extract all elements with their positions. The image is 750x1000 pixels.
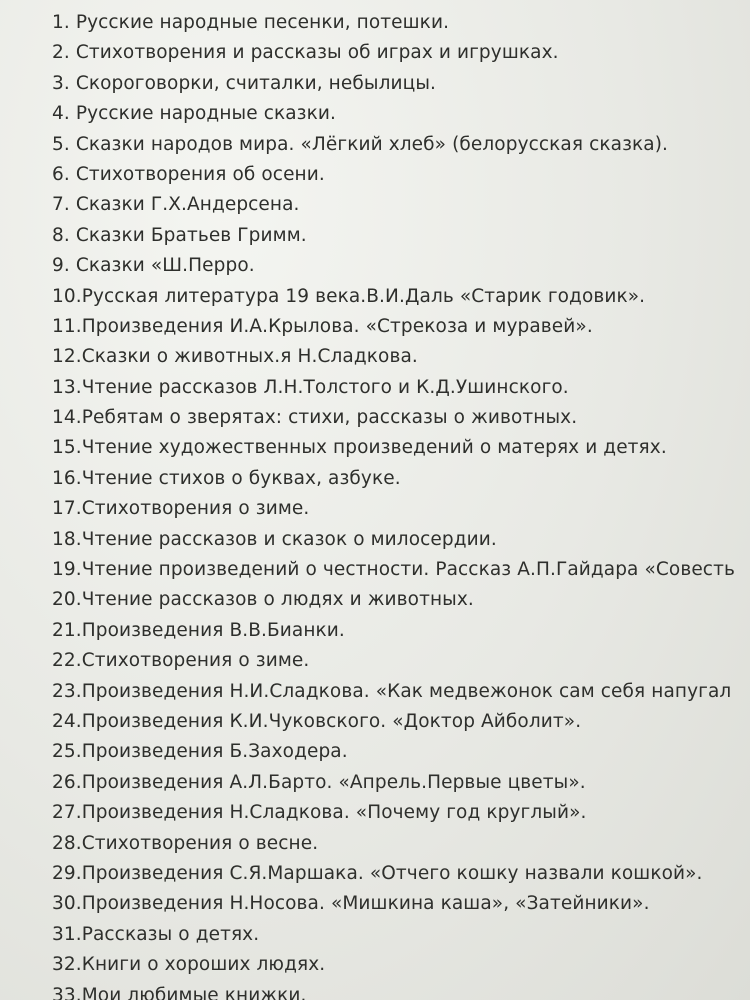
list-item: 26.Произведения А.Л.Барто. «Апрель.Первые цветы». — [52, 771, 586, 793]
list-item: 3. Скороговорки, считалки, небылицы. — [52, 72, 437, 94]
list-item: 20.Чтение рассказов о людях и животных. — [52, 589, 474, 611]
list-item: 13.Чтение рассказов Л.Н.Толстого и К.Д.Ушинского. — [52, 376, 569, 398]
list-item: 6. Стихотворения об осени. — [52, 163, 325, 185]
list-item: 25.Произведения Б.Заходера. — [52, 741, 348, 763]
list-item: 29.Произведения С.Я.Маршака. «Отчего кошку назвали кошкой». — [52, 862, 703, 884]
reading-list — [52, 8, 750, 1000]
list-item: 15.Чтение художественных произведений о матерях и детях. — [52, 437, 667, 459]
list-item: 16.Чтение стихов о буквах, азбуке. — [52, 467, 401, 489]
list-item: 7. Сказки Г.Х.Андерсена. — [52, 194, 300, 216]
list-item: 8. Сказки Братьев Гримм. — [52, 224, 307, 246]
list-item: 10.Русская литература 19 века.В.И.Даль «Старик годовик». — [52, 285, 646, 307]
list-item: 28.Стихотворения о весне. — [52, 832, 319, 854]
list-item: 5. Сказки народов мира. «Лёгкий хлеб» (белорусская сказка). — [52, 133, 669, 155]
list-item: 4. Русские народные сказки. — [52, 103, 336, 125]
list-item: 9. Сказки «Ш.Перро. — [52, 255, 255, 277]
list-item: 12.Сказки о животных.я Н.Сладкова. — [52, 346, 418, 368]
list-item: 22.Стихотворения о зиме. — [52, 650, 310, 672]
list-item: 27.Произведения Н.Сладкова. «Почему год круглый». — [52, 802, 587, 824]
list-item: 2. Стихотворения и рассказы об играх и игрушках. — [52, 42, 559, 64]
list-item: 18.Чтение рассказов и сказок о милосердии. — [52, 528, 497, 550]
list-item: 33.Мои любимые книжки. — [52, 984, 307, 1000]
list-item: 23.Произведения Н.И.Сладкова. «Как медвежонок сам себя напугал — [52, 680, 732, 702]
list-item: 11.Произведения И.А.Крылова. «Стрекоза и муравей». — [52, 315, 593, 337]
list-item: 1. Русские народные песенки, потешки. — [52, 12, 450, 33]
list-item: 24.Произведения К.И.Чуковского. «Доктор Айболит». — [52, 710, 582, 732]
list-item: 31.Рассказы о детях. — [52, 923, 260, 945]
list-item: 17.Стихотворения о зиме. — [52, 498, 310, 520]
list-item: 30.Произведения Н.Носова. «Мишкина каша», «Затейники». — [52, 893, 650, 915]
list-item: 14.Ребятам о зверятах: стихи, рассказы о животных. — [52, 407, 578, 429]
list-item: 32.Книги о хороших людях. — [52, 954, 326, 976]
list-item: 19.Чтение произведений о честности. Рассказ А.П.Гайдара «Совесть — [52, 559, 735, 581]
list-item: 21.Произведения В.В.Бианки. — [52, 619, 345, 641]
